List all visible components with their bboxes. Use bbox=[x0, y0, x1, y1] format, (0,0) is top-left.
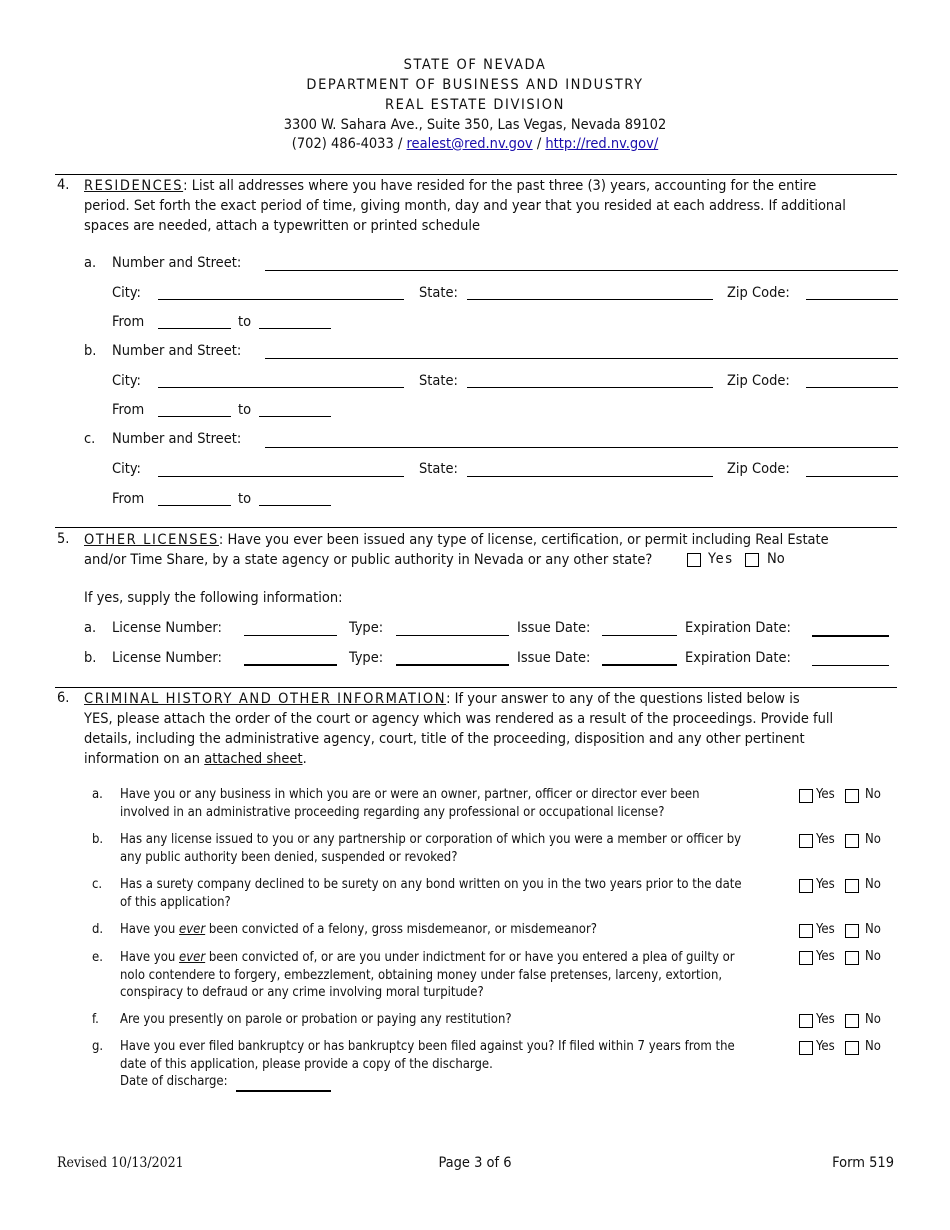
license-b-type-field[interactable] bbox=[396, 664, 509, 666]
section-4-line3: spaces are needed, attach a typewritten or printed schedule bbox=[84, 218, 481, 234]
question-c-text: Has a surety company declined to be surety on any bond written on you in the two years prior to the date of this application? bbox=[120, 877, 742, 910]
license-b-letter: b. bbox=[84, 650, 97, 666]
residence-c-state-label: State: bbox=[419, 461, 458, 477]
section-5-number: 5. bbox=[57, 531, 70, 547]
question-g-yes-label: Yes bbox=[816, 1039, 835, 1054]
residence-b-to-field[interactable] bbox=[259, 416, 331, 417]
header-contact bbox=[0, 136, 950, 152]
residence-a-street-field[interactable] bbox=[265, 270, 898, 271]
question-e-text: Have you ever been convicted of, or are you under indictment for or have you entered a plea of guilty or nolo contendere to forgery, embezzlement, obtaining money under false pretenses, larceny, extortion, conspiracy to defraud or any crime involving moral turpitude? bbox=[120, 950, 735, 1000]
residence-c-to-field[interactable] bbox=[259, 505, 331, 506]
section-6-line4: information on an bbox=[84, 751, 201, 767]
footer-page: Page 3 of 6 bbox=[438, 1155, 512, 1171]
section-6-intro: CRIMINAL HISTORY AND OTHER INFORMATION: If your answer to any of the questions listed below is YES, please attach the order of the court or agency which was rendered as a result of the proceedings. Provide full details, including the administrative agency, court, title of the proceeding, disposition and any other pertinent information on an attached sheet. bbox=[84, 689, 904, 769]
question-e-yes-checkbox[interactable] bbox=[799, 951, 813, 965]
license-a-type-field[interactable] bbox=[396, 635, 509, 636]
residence-b-zip-field[interactable] bbox=[806, 387, 898, 388]
residence-c-street-label: Number and Street: bbox=[112, 431, 242, 447]
residence-b-state-label: State: bbox=[419, 373, 458, 389]
residence-b-state-field[interactable] bbox=[467, 387, 713, 388]
license-a-expiration-label: Expiration Date: bbox=[685, 620, 791, 636]
licenses-no-checkbox[interactable] bbox=[745, 553, 759, 567]
question-b-letter: b. bbox=[92, 832, 104, 847]
question-a-yes-label: Yes bbox=[816, 787, 835, 802]
question-b-text: Has any license issued to you or any partnership or corporation of which you were a member or officer by any public authority been denied, suspended or revoked? bbox=[120, 832, 742, 865]
question-g-letter: g. bbox=[92, 1039, 104, 1054]
question-d-yes-label: Yes bbox=[816, 922, 835, 937]
residence-c-street-field[interactable] bbox=[265, 447, 898, 448]
residence-a-city-label: City: bbox=[112, 285, 141, 301]
question-c-no-checkbox[interactable] bbox=[845, 879, 859, 893]
residence-c-to-label: to bbox=[238, 491, 252, 507]
license-b-number-field[interactable] bbox=[244, 664, 337, 666]
license-b-issue-label: Issue Date: bbox=[517, 650, 591, 666]
license-a-issue-label: Issue Date: bbox=[517, 620, 591, 636]
question-g-yes-checkbox[interactable] bbox=[799, 1041, 813, 1055]
residence-b-street-label: Number and Street: bbox=[112, 343, 242, 359]
discharge-date-field[interactable] bbox=[236, 1090, 331, 1092]
licenses-yes-checkbox[interactable] bbox=[687, 553, 701, 567]
email-link[interactable]: realest@red.nv.gov bbox=[406, 136, 533, 152]
question-d-ever: ever bbox=[179, 922, 206, 937]
license-b-type-label: Type: bbox=[349, 650, 384, 666]
question-c-yes-label: Yes bbox=[816, 877, 835, 892]
licenses-yes-label: Yes bbox=[708, 551, 734, 567]
section-6-title: CRIMINAL HISTORY AND OTHER INFORMATION bbox=[84, 691, 447, 707]
license-b-issue-field[interactable] bbox=[602, 664, 677, 666]
residence-b-letter: b. bbox=[84, 343, 97, 359]
divider-section-4 bbox=[55, 174, 897, 175]
residence-b-from-field[interactable] bbox=[158, 416, 231, 417]
residence-a-zip-field[interactable] bbox=[806, 299, 898, 300]
header-phone: (702) 486-4033 bbox=[291, 136, 394, 152]
residence-a-letter: a. bbox=[84, 255, 97, 271]
licenses-no-label: No bbox=[767, 551, 785, 567]
section-5-line1: Have you ever been issued any type of license, certification, or permit including Real Estate bbox=[227, 532, 829, 548]
license-a-type-label: Type: bbox=[349, 620, 384, 636]
section-6-line3: details, including the administrative agency, court, title of the proceeding, disposition and any other pertinent bbox=[84, 731, 805, 747]
question-a-no-checkbox[interactable] bbox=[845, 789, 859, 803]
residence-a-to-field[interactable] bbox=[259, 328, 331, 329]
license-a-letter: a. bbox=[84, 620, 97, 636]
section-4-intro: RESIDENCES: List all addresses where you have resided for the past three (3) years, accounting for the entire period. Set forth the exact period of time, giving month, day and year that you resided at each address. If additional spaces are needed, attach a typewritten or printed schedule bbox=[84, 176, 904, 236]
divider-section-5 bbox=[55, 527, 897, 528]
header-division: REAL ESTATE DIVISION bbox=[385, 97, 565, 113]
residence-b-street-field[interactable] bbox=[265, 358, 898, 359]
residence-b-to-label: to bbox=[238, 402, 252, 418]
header-address: 3300 W. Sahara Ave., Suite 350, Las Vegas, Nevada 89102 bbox=[283, 117, 667, 133]
question-c-letter: c. bbox=[92, 877, 103, 892]
question-d-no-checkbox[interactable] bbox=[845, 924, 859, 938]
question-e-ever: ever bbox=[179, 950, 206, 965]
residence-a-from-field[interactable] bbox=[158, 328, 231, 329]
question-f-yes-checkbox[interactable] bbox=[799, 1014, 813, 1028]
question-e-no-checkbox[interactable] bbox=[845, 951, 859, 965]
question-e-no-label: No bbox=[865, 949, 881, 964]
residence-c-zip-field[interactable] bbox=[806, 476, 898, 477]
question-d-no-label: No bbox=[865, 922, 881, 937]
question-f-no-checkbox[interactable] bbox=[845, 1014, 859, 1028]
section-6-line1: If your answer to any of the questions listed below is bbox=[454, 691, 800, 707]
license-b-expiration-field[interactable] bbox=[812, 665, 889, 666]
residence-b-city-field[interactable] bbox=[158, 387, 404, 388]
question-f-text: Are you presently on parole or probation or paying any restitution? bbox=[120, 1012, 512, 1027]
residence-b-zip-label: Zip Code: bbox=[727, 373, 790, 389]
section-4-number: 4. bbox=[57, 177, 70, 193]
question-c-no-label: No bbox=[865, 877, 881, 892]
question-c-yes-checkbox[interactable] bbox=[799, 879, 813, 893]
header-sep-2: / bbox=[536, 136, 542, 152]
residence-a-to-label: to bbox=[238, 314, 252, 330]
header-sep: / bbox=[397, 136, 403, 152]
license-a-expiration-field[interactable] bbox=[812, 635, 889, 637]
discharge-date-label: Date of discharge: bbox=[120, 1074, 228, 1089]
question-a-text: Have you or any business in which you are or were an owner, partner, officer or director ever been involved in an administrative proceeding regarding any professional or occupational license? bbox=[120, 787, 700, 820]
question-b-yes-checkbox[interactable] bbox=[799, 834, 813, 848]
residence-c-letter: c. bbox=[84, 431, 96, 447]
header-state: STATE OF NEVADA bbox=[403, 57, 547, 73]
residence-c-city-label: City: bbox=[112, 461, 141, 477]
residence-c-city-field[interactable] bbox=[158, 476, 404, 477]
question-b-yes-label: Yes bbox=[816, 832, 835, 847]
residence-b-from-label: From bbox=[112, 402, 145, 418]
residence-a-city-field[interactable] bbox=[158, 299, 404, 300]
residence-a-from-label: From bbox=[112, 314, 145, 330]
residence-c-zip-label: Zip Code: bbox=[727, 461, 790, 477]
section-5-intro: OTHER LICENSES: Have you ever been issued any type of license, certification, or permit including Real Estate and/or Time Share, by a state agency or public authority in Nevada or any other state? bbox=[84, 530, 904, 570]
question-d-letter: d. bbox=[92, 922, 104, 937]
question-d-yes-checkbox[interactable] bbox=[799, 924, 813, 938]
question-a-yes-checkbox[interactable] bbox=[799, 789, 813, 803]
license-a-issue-field[interactable] bbox=[602, 635, 677, 636]
footer-revised: Revised 10/13/2021 bbox=[57, 1155, 184, 1171]
question-f-no-label: No bbox=[865, 1012, 881, 1027]
footer-form: Form 519 bbox=[832, 1155, 894, 1171]
question-f-yes-label: Yes bbox=[816, 1012, 835, 1027]
residence-c-from-field[interactable] bbox=[158, 505, 231, 506]
question-b-no-label: No bbox=[865, 832, 881, 847]
residence-a-state-label: State: bbox=[419, 285, 458, 301]
residence-c-state-field[interactable] bbox=[467, 476, 713, 477]
residence-a-state-field[interactable] bbox=[467, 299, 713, 300]
website-link[interactable]: http://red.nv.gov/ bbox=[545, 136, 659, 152]
attached-sheet-link: attached sheet bbox=[204, 751, 303, 767]
license-b-expiration-label: Expiration Date: bbox=[685, 650, 791, 666]
divider-section-6 bbox=[55, 687, 897, 688]
question-f-letter: f. bbox=[92, 1012, 99, 1027]
question-e-yes-label: Yes bbox=[816, 949, 835, 964]
question-g-no-checkbox[interactable] bbox=[845, 1041, 859, 1055]
section-4-line1: List all addresses where you have resided for the past three (3) years, accounting for the entire bbox=[191, 178, 817, 194]
question-e-letter: e. bbox=[92, 950, 103, 965]
question-b-no-checkbox[interactable] bbox=[845, 834, 859, 848]
residence-b-city-label: City: bbox=[112, 373, 141, 389]
license-a-number-label: License Number: bbox=[112, 620, 222, 636]
question-g-no-label: No bbox=[865, 1039, 881, 1054]
section-5-line2: and/or Time Share, by a state agency or public authority in Nevada or any other state? bbox=[84, 552, 653, 568]
residence-c-from-label: From bbox=[112, 491, 145, 507]
residence-a-street-label: Number and Street: bbox=[112, 255, 242, 271]
residence-a-zip-label: Zip Code: bbox=[727, 285, 790, 301]
question-g-text: Have you ever filed bankruptcy or has bankruptcy been filed against you? If filed within 7 years from the date of this application, please provide a copy of the discharge. Date of discharge: bbox=[120, 1038, 790, 1091]
question-a-letter: a. bbox=[92, 787, 103, 802]
section-5-title: OTHER LICENSES bbox=[84, 532, 219, 548]
header-department: DEPARTMENT OF BUSINESS AND INDUSTRY bbox=[306, 77, 644, 93]
section-5-ifyes: If yes, supply the following information: bbox=[84, 590, 343, 606]
license-a-number-field[interactable] bbox=[244, 635, 337, 636]
question-d-text: Have you ever been convicted of a felony, gross misdemeanor, or misdemeanor? bbox=[120, 922, 597, 937]
section-4-title: RESIDENCES bbox=[84, 178, 184, 194]
question-a-no-label: No bbox=[865, 787, 881, 802]
section-4-line2: period. Set forth the exact period of time, giving month, day and year that you resided at each address. If additional bbox=[84, 198, 846, 214]
section-6-line2: YES, please attach the order of the court or agency which was rendered as a result of the proceedings. Provide full bbox=[84, 711, 834, 727]
license-b-number-label: License Number: bbox=[112, 650, 222, 666]
section-6-number: 6. bbox=[57, 690, 70, 706]
